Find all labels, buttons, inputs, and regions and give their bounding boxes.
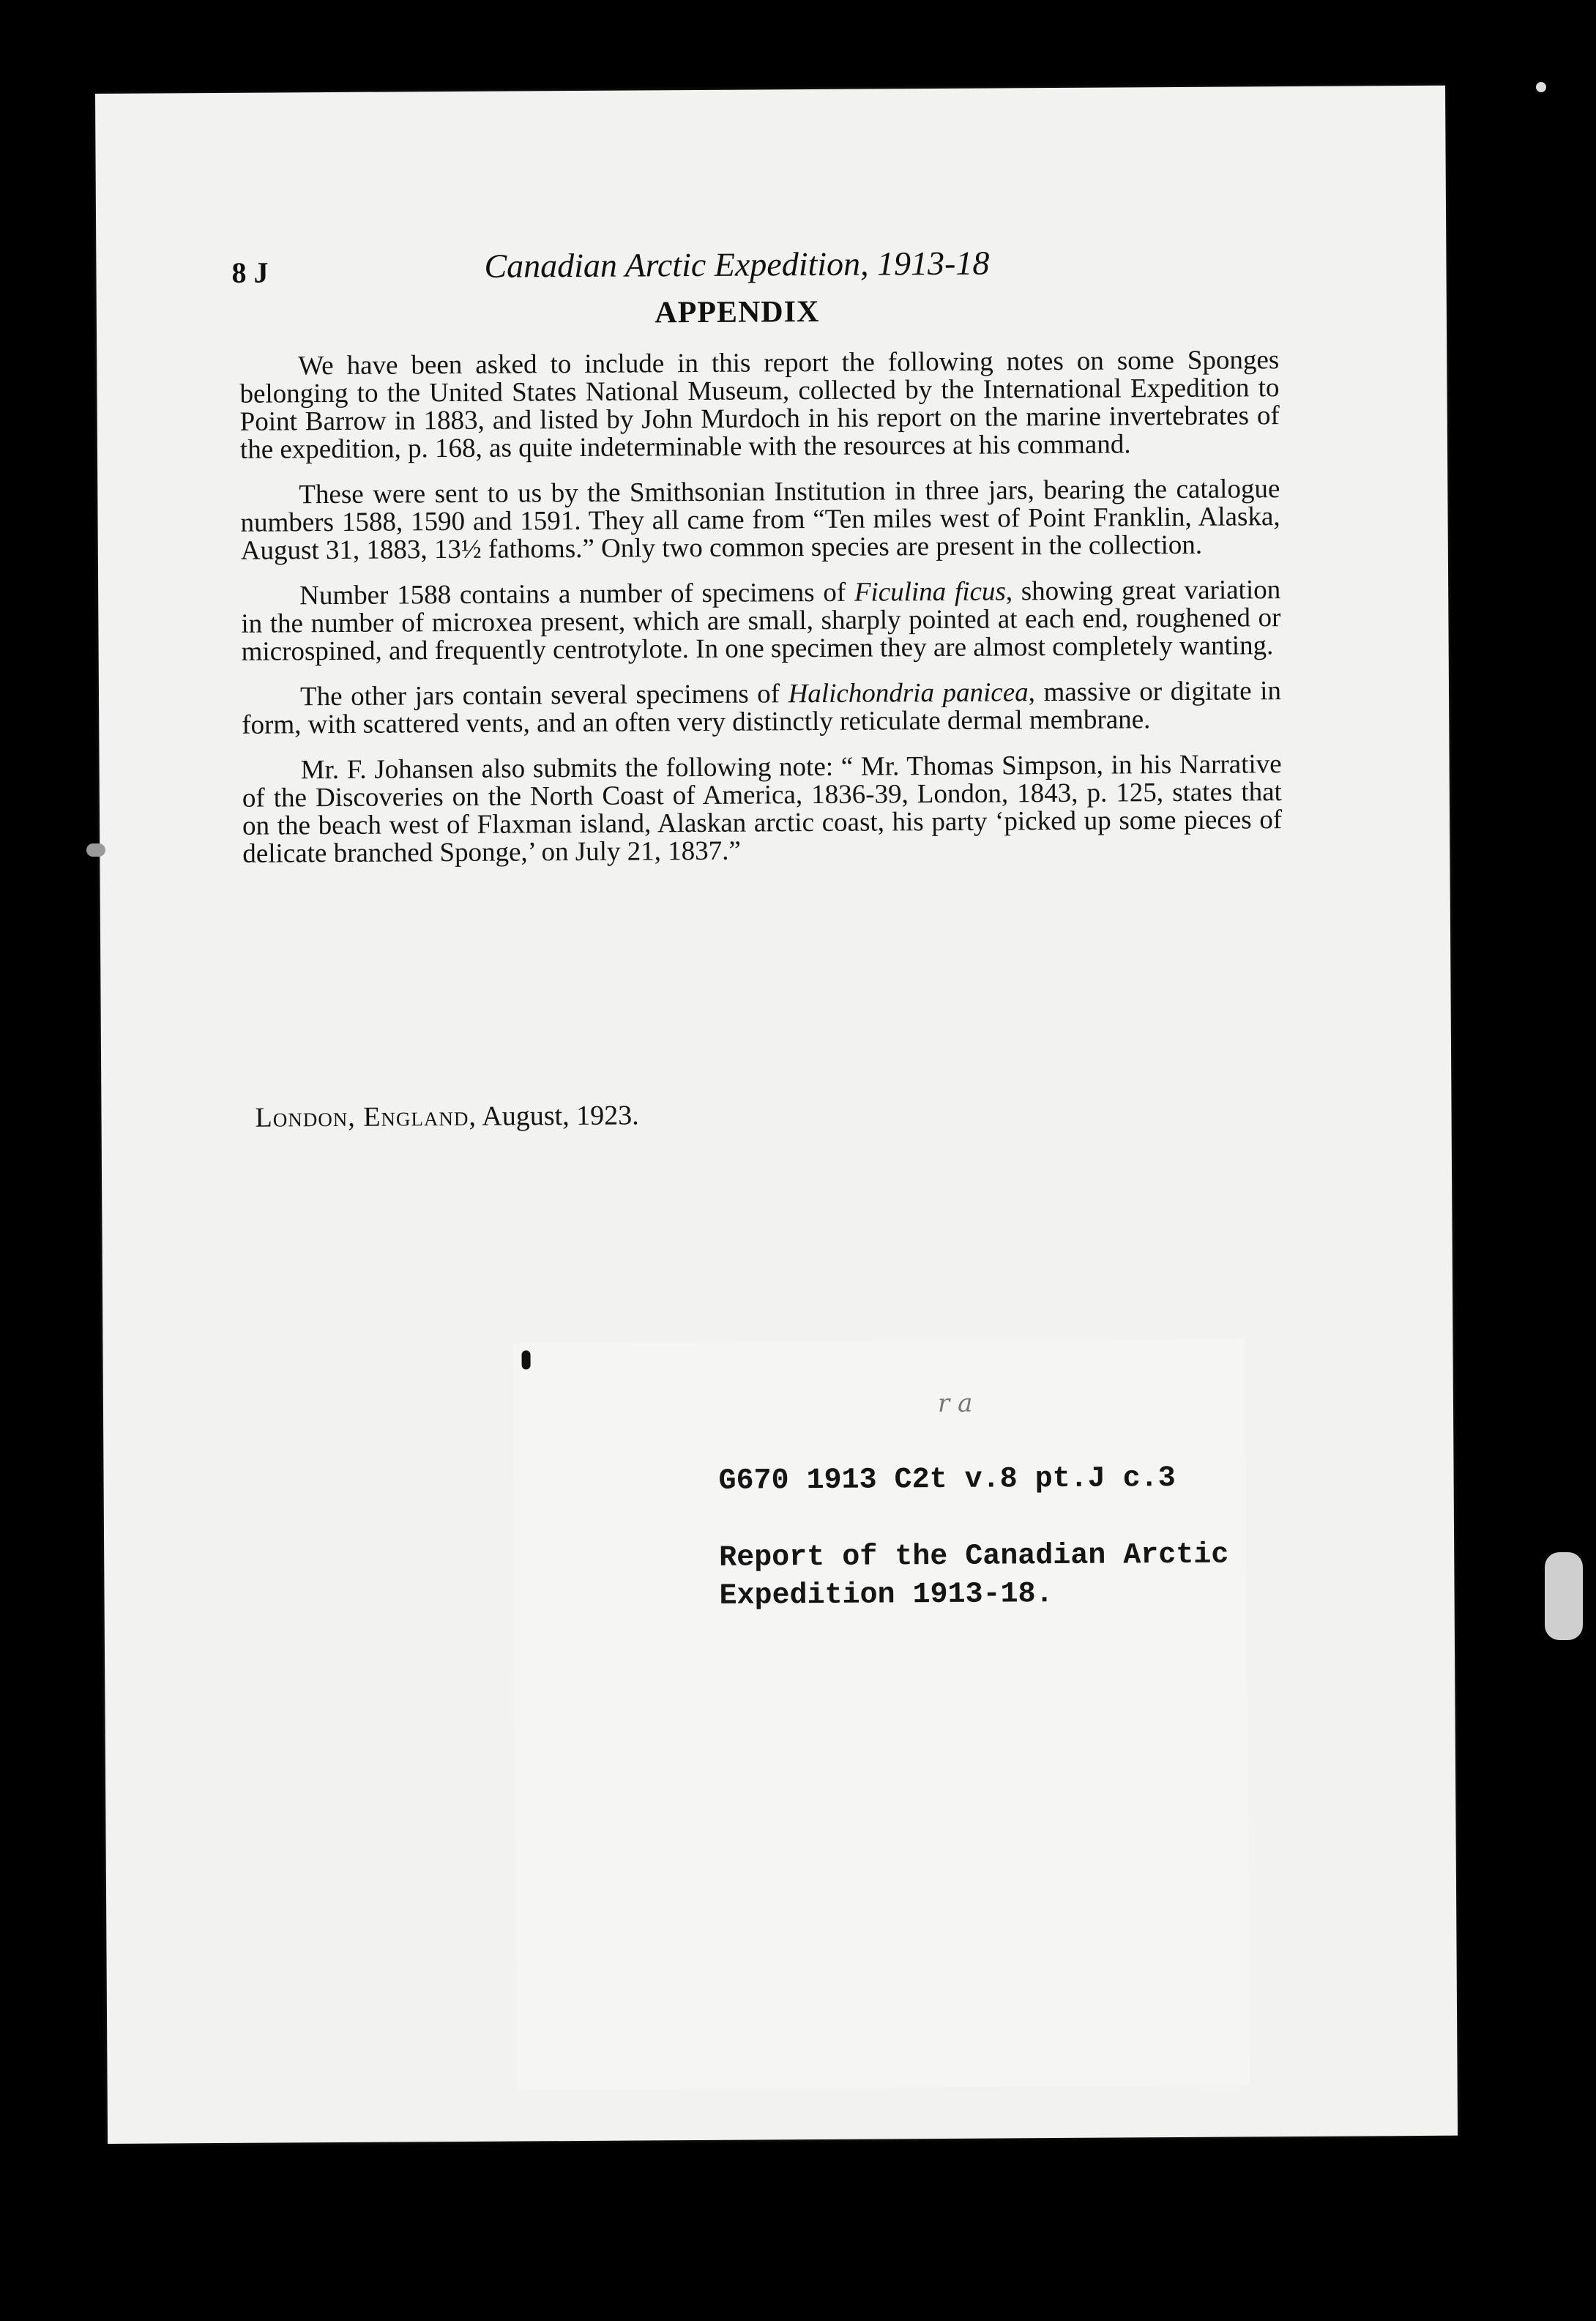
scan-speck — [86, 843, 105, 857]
paragraph-5: Mr. F. Johansen also submits the following note: “ Mr. Thomas Simpson, in his Narrative of the Discoveries on the North Coast of America, 1836-39, London, 1843, p. 125, states that on the beach west of Flaxman island, Alaskan arctic coast, his party ‘picked up some pieces of delicate branched Sponge,’ on July 21, 1837.” — [242, 749, 1283, 869]
document-page — [95, 86, 1458, 2144]
species-name-ficulina: Ficulina ficus — [854, 576, 1006, 608]
paragraph-3 — [241, 576, 1281, 666]
label-title — [719, 1537, 1229, 1616]
pencil-note: r a — [937, 1388, 973, 1419]
running-title: Canadian Arctic Expedition, 1913-18 — [484, 244, 990, 285]
scan-speck — [1536, 82, 1546, 92]
signoff — [255, 1099, 638, 1133]
paragraph-3-before: Number 1588 contains a number of specimens of — [299, 577, 854, 611]
species-name-halichondria: Halichondria panicea — [788, 677, 1029, 709]
running-head — [231, 242, 1242, 299]
paragraph-1: We have been asked to include in this report the following notes on some Sponges belonging to the United States National Museum, collected by the International Expedition to Point Barrow in 1883, and listed by John Murdoch in his report on the marine invertebrates of the expedition, p. 168, as quite indeterminable with the resources at his command. — [239, 345, 1280, 465]
catalog-label — [512, 1338, 1249, 2090]
signoff-date: August, 1923. — [482, 1100, 639, 1132]
signoff-place: London, England, — [255, 1100, 477, 1133]
scan-speck — [1545, 1552, 1583, 1640]
page-number: 8 J — [231, 256, 269, 289]
paragraph-3-after: , showing great variation in the number of microxea present, which are small, sharply pointed at each end, roughened or microspined, and frequently centrotylote. In one specimen they are almost completely wanting. — [241, 575, 1281, 667]
ink-mark — [521, 1350, 530, 1369]
paragraph-4-after: , massive or digitate in form, with scattered vents, and an often very distinctly reticulate dermal membrane. — [242, 676, 1282, 740]
body-text — [239, 346, 1282, 886]
call-number: G670 1913 C2t v.8 pt.J c.3 — [718, 1462, 1176, 1498]
label-title-line-1: Report of the Canadian Arctic — [719, 1538, 1229, 1575]
paragraph-4-before: The other jars contain several specimens of — [299, 679, 788, 712]
paragraph-2: These were sent to us by the Smithsonian Institution in three jars, bearing the catalogue numbers 1588, 1590 and 1591. They all came from “Ten miles west of Point Franklin, Alaska, August 31, 1883, 13½ fathoms.” Only two common species are present in the collection. — [240, 474, 1280, 566]
label-title-line-2: Expedition 1913-18. — [719, 1578, 1054, 1613]
section-heading: APPENDIX — [655, 294, 820, 330]
paragraph-4 — [242, 677, 1281, 739]
